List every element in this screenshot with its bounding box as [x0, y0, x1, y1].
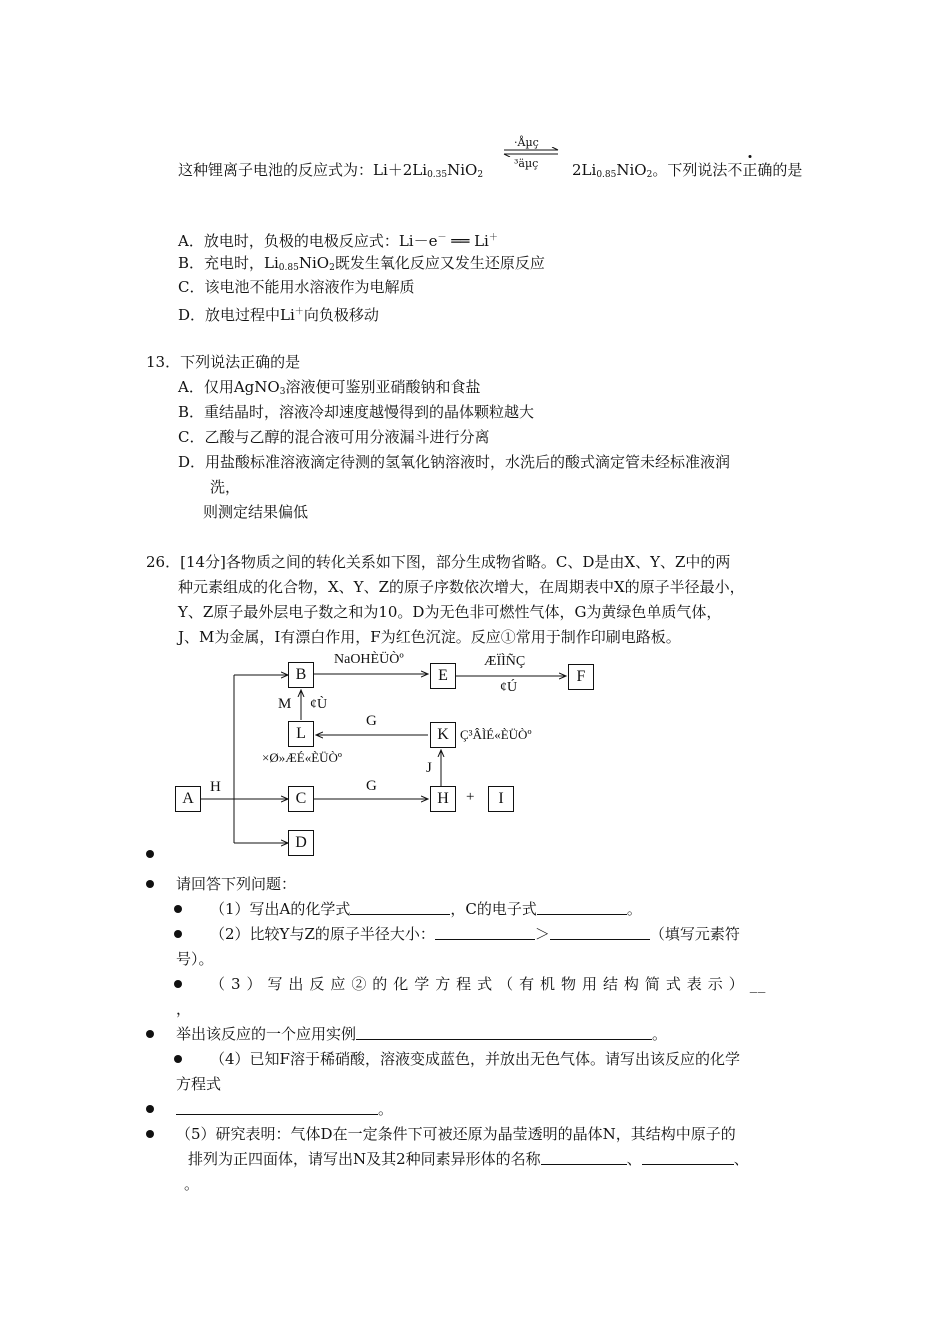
- label-g-bottom: G: [366, 778, 377, 794]
- answer-blank-allotrope-1[interactable]: [642, 1150, 734, 1165]
- question-text: 。: [626, 900, 642, 918]
- node-k: K: [430, 722, 456, 748]
- battery-option-c: C．该电池不能用水溶液作为电解质: [178, 278, 415, 296]
- equation-text: NiO: [616, 161, 647, 179]
- node-f: F: [568, 664, 594, 690]
- emphasis-text: 不正确: [727, 161, 773, 179]
- q26-sub4: （4）已知F溶于稀硝酸，溶液变成蓝色，并放出无色气体。请写出该反应的化学: [210, 1050, 740, 1068]
- question-text: 。: [652, 1025, 668, 1043]
- subscript: 0.85: [278, 263, 299, 273]
- question-text: ＞: [534, 925, 550, 943]
- superscript: ＋: [294, 307, 304, 317]
- bullet: [146, 1105, 154, 1113]
- node-e: E: [430, 663, 456, 689]
- option-text: D．放电过程中Li: [178, 306, 295, 324]
- label-k-solution: Ç³ÂÌÉ«ÈÜÒº: [460, 727, 532, 742]
- option-text: 溶液便可鉴别亚硝酸钠和食盐: [285, 378, 481, 396]
- q26-line4: J、M为金属，I有漂白作用，F为红色沉淀。反应①常用于制作印刷电路板。: [178, 628, 681, 646]
- question-text: （填写元素符: [649, 925, 740, 943]
- q13-stem: 13．下列说法正确的是: [146, 353, 301, 371]
- option-text: A．仅用AgNO: [178, 378, 280, 396]
- q13-option-d-cont2: 则测定结果偏低: [203, 503, 309, 521]
- q26-sub3-example: [176, 1024, 667, 1044]
- subscript: 2: [646, 170, 653, 180]
- node-l: L: [288, 721, 314, 747]
- option-text: A．放电时，负极的电极反应式：Li－e: [178, 232, 438, 250]
- q13-option-c: C．乙酸与乙醇的混合液可用分液漏斗进行分离: [178, 428, 490, 446]
- subscript: 2: [477, 170, 484, 180]
- bullet: [146, 1030, 154, 1038]
- node-a: A: [175, 786, 201, 812]
- equation-text: 的是: [772, 161, 803, 179]
- arrow-bottom-label: ³äµç: [514, 157, 539, 170]
- label-reaction-1: ¢Ù: [310, 697, 328, 712]
- node-i: I: [488, 786, 514, 812]
- option-text: 既发生氧化反应又发生还原反应: [334, 254, 545, 272]
- bullet: [174, 1055, 182, 1063]
- option-text: NiO: [298, 254, 330, 272]
- label-ef-bottom: ¢Ú: [500, 680, 518, 695]
- node-b: B: [288, 662, 314, 688]
- answer-blank-radius-1[interactable]: [435, 925, 535, 940]
- answer-blank-c-electron[interactable]: [537, 900, 627, 915]
- node-h: H: [430, 786, 456, 812]
- subscript: 3: [279, 387, 286, 397]
- answer-blank-example[interactable]: [356, 1025, 652, 1040]
- q13-option-d: D．用盐酸标准溶液滴定待测的氢氧化钠溶液时，水洗后的酸式滴定管未经标准液润: [178, 453, 731, 471]
- option-text: ══ Li: [446, 232, 489, 250]
- bullet: [174, 980, 182, 988]
- question-text: （1）写出A的化学式: [210, 900, 351, 918]
- label-m: M: [278, 696, 292, 712]
- question-text: 排列为正四面体，请写出N及其2种同素异形体的名称: [188, 1150, 541, 1168]
- q26-sub4-answer: [176, 1099, 393, 1119]
- question-text: ，C的电子式: [450, 900, 537, 918]
- label-plus: +: [466, 789, 475, 805]
- q13-option-b: B．重结晶时，溶液冷却速度越慢得到的晶体颗粒越大: [178, 403, 535, 421]
- q26-sub4-cont: 方程式: [176, 1075, 222, 1093]
- arrow-top-label: ·Åµç: [514, 136, 539, 149]
- q26-sub5: （5）研究表明：气体D在一定条件下可被还原为晶莹透明的晶体N，其结构中原子的: [176, 1125, 736, 1143]
- label-j: J: [426, 760, 432, 776]
- q13-option-d-cont: 洗，: [210, 478, 241, 496]
- q26-line3: Y、Z原子最外层电子数之和为10。D为无色非可燃性气体，G为黄绿色单质气体，: [178, 603, 722, 621]
- subscript: 2: [329, 263, 335, 273]
- q26-sub3: （ 3 ） 写 出 反 应 ② 的 化 学 方 程 式 （ 有 机 物 用 结 构 简 式 表 示 ） __: [210, 975, 766, 993]
- question-text: 、: [626, 1150, 642, 1168]
- bullet: [146, 1130, 154, 1138]
- question-text: 举出该反应的一个应用实例: [176, 1025, 357, 1043]
- q26-sub2: [210, 924, 740, 944]
- bullet: [146, 850, 154, 858]
- q26-line1: 26．[14分]各物质之间的转化关系如下图，部分生成物省略。C、D是由X、Y、Z中的两: [146, 553, 731, 571]
- answer-blank-n-name[interactable]: [541, 1150, 627, 1165]
- q26-sub5-cont: [188, 1149, 749, 1169]
- q26-sub3-comma: ，: [176, 1000, 192, 1018]
- subscript: 0.35: [427, 170, 448, 180]
- label-h-arrow: H: [210, 779, 221, 795]
- label-ef-top: ÆÏÌÑÇ: [484, 654, 526, 669]
- q26-sub5-end: 。: [184, 1175, 200, 1193]
- question-text: （2）比较Y与Z的原子半径大小：: [210, 925, 435, 943]
- option-text: B．充电时，Li: [178, 254, 279, 272]
- answer-blank-a-formula[interactable]: [350, 900, 450, 915]
- label-naoh: NaOHÈÜÒº: [334, 652, 404, 667]
- answer-blank-equation[interactable]: [176, 1100, 378, 1115]
- q26-ask: 请回答下列问题：: [176, 875, 297, 893]
- label-g-top: G: [366, 713, 377, 729]
- bullet: [174, 905, 182, 913]
- q26-sub1: [210, 899, 642, 919]
- equation-text: 。下列说法: [652, 161, 728, 179]
- q26-sub2-cont: 号）。: [176, 950, 214, 968]
- option-text: 向负极移动: [303, 306, 379, 324]
- answer-blank-radius-2[interactable]: [550, 925, 650, 940]
- q26-line2: 种元素组成的化合物，X、Y、Z的原子序数依次增大，在周期表中X的原子半径最小，: [178, 578, 745, 596]
- bullet: [146, 880, 154, 888]
- superscript: －: [437, 233, 447, 243]
- equation-text: NiO: [447, 161, 478, 179]
- node-d: D: [288, 830, 314, 856]
- equation-text: 2Li: [572, 161, 597, 179]
- subscript: 0.85: [596, 170, 617, 180]
- equation-text: 这种锂离子电池的反应式为：Li＋2Li: [178, 161, 428, 179]
- superscript: ＋: [488, 233, 498, 243]
- node-c: C: [288, 786, 314, 812]
- label-l-solution: ×Ø»ÆÉ«ÈÜÒº: [262, 750, 342, 765]
- question-text: 、: [733, 1150, 749, 1168]
- question-text: 。: [378, 1100, 394, 1118]
- bullet: [174, 930, 182, 938]
